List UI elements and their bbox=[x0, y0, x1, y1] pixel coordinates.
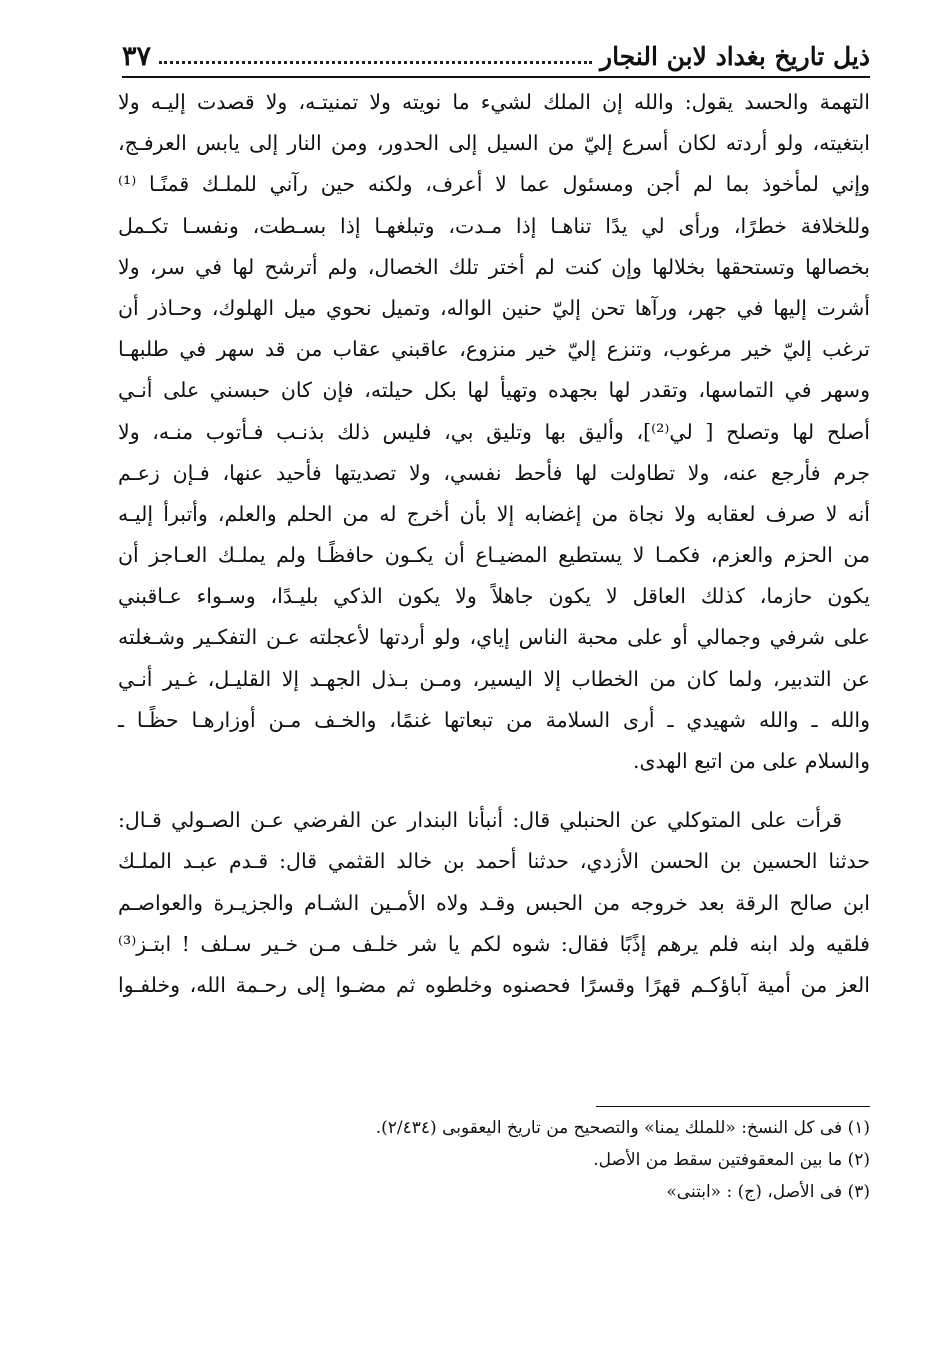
footnote: (١) فى كل النسخ: «للملك يمنا» والتصحيح من تاريخ اليعقوبى (٢/٤٣٤). bbox=[375, 1118, 870, 1138]
text-line: والله ـ والله شهيدي ـ أرى السلامة من تبعاتها غنمًا، والخـف مـن أوزارهـا حظًـا ـ bbox=[118, 707, 870, 732]
text-line: أنه لا صرف لعقابه ولا نجاة من إغضابه إلا بأن أخرج له من الحلم والعلم، وأتبرأ إليـه bbox=[118, 501, 870, 526]
header-dot-leader bbox=[159, 61, 592, 64]
text-line: أصلح لها وتصلح [ لي⁽²⁾]، وأليق بها وتليق بي، فليس ذلك بذنـب فـأتوب منـه، ولا bbox=[118, 419, 870, 444]
footnote: (٣) فى الأصل، (ج) : «ابتنى» bbox=[666, 1182, 870, 1202]
text-line: من الحزم والعزم، فكمـا لا يستطيع المضيـاع أن يكـون حافظًـا ولم يملـك العـاجز أن bbox=[118, 543, 870, 568]
footnote-rule bbox=[596, 1106, 870, 1107]
text-line: ابتغيته، ولو أردته لكان أسرع إليّ من السيل إلى الحدور، ومن النار إلى يابس العرفـج، bbox=[118, 131, 870, 156]
text-line: وللخلافة خطرًا، ورأى لي يدًا تناهـا إذا مـدت، وتبلغهـا إذا بسـطت، ونفسـا تكـمل bbox=[118, 213, 870, 238]
text-line: وسهر في التماسها، وتقدر لها بجهده وتهيأ لها بكل حيلته، فإن كان حبسني على أنـي bbox=[118, 378, 870, 403]
text-line: عن التدبير، ولما كان من الخطاب إلا اليسير، ومـن بـذل الجهـد إلا القليـل، غـير أنـي bbox=[118, 666, 870, 691]
footnotes bbox=[300, 1112, 870, 1208]
text-line: جرم فأرجع عنه، ولا تطاولت لها فأحط نفسي، ولا تصديتها فأحيد عنها، فـإن زعـم bbox=[118, 460, 870, 485]
page-number: ٣٧ bbox=[122, 40, 152, 72]
text-line: العز من أمية آباؤكـم قهرًا وقسرًا فحصنوه وخلطوه ثم مضـوا إلى رحـمة الله، وخلفـوا bbox=[118, 972, 870, 997]
running-header bbox=[122, 36, 870, 76]
paragraph-gap bbox=[118, 782, 870, 800]
text-line: حدثنا الحسين بن الحسن الأزدي، حدثنا أحمد بن خالد القثمي قال: قـدم عبـد الملـك bbox=[118, 849, 870, 874]
text-line: على شرفي وجمالي أو على محبة الناس إياي، ولو أردتها لأعجلته عـن التفكـير وشـغلته bbox=[118, 625, 870, 650]
text-line: ابن صالح الرقة بعد خروجه من الحبس وقـد ولاه الأمـين الشـام والجزيـرة والعواصـم bbox=[118, 890, 870, 915]
text-line: أشرت إليها في جهر، ورآها تحن إليّ حنين الواله، وتميل نحوي ميل الهلوك، وحـاذر أن bbox=[118, 295, 870, 320]
header-title: ذيل تاريخ بغداد لابن النجار bbox=[600, 41, 870, 71]
text-line: ترغب إليّ خير مرغوب، وتنزع إليّ خير منزوع، عاقبني عقاب من قد سهر في طلبهـا bbox=[118, 337, 870, 362]
text-line: قرأت على المتوكلي عن الحنبلي قال: أنبأنا البندار عن الفرضي عـن الصـولي قـال: bbox=[118, 808, 842, 833]
text-line: وإني لمأخوذ بما لم أجن ومسئول عما لا أعرف، ولكنه حين رآني للملـك قمنًـا ⁽¹⁾ bbox=[118, 172, 870, 197]
text-line: يكون حازما، كذلك العاقل لا يكون جاهلاً ولا يكون الذكي بليـدًا، وسـواء عـاقبني bbox=[118, 584, 870, 609]
header-rule bbox=[122, 76, 870, 78]
text-line: التهمة والحسد يقول: والله إن الملك لشيء ما نويته ولا تمنيتـه، ولا قصدت إليـه ولا bbox=[118, 90, 870, 114]
footnote: (٢) ما بين المعقوفتين سقط من الأصل. bbox=[593, 1150, 870, 1170]
text-line: والسلام على من اتبع الهدى. bbox=[632, 749, 870, 773]
text-line: بخصالها وتستحقها بخلالها وإن كنت لم أختر تلك الخصال، ولم أترشح لها في سر، ولا bbox=[118, 254, 870, 279]
main-text bbox=[118, 82, 870, 1006]
text-line: فلقيه ولد ابنه فلم يرهم إذًبًا فقال: شوه لكم يا شر خلـف مـن خـير سـلف ! ابتـز⁽³⁾ bbox=[118, 931, 870, 956]
